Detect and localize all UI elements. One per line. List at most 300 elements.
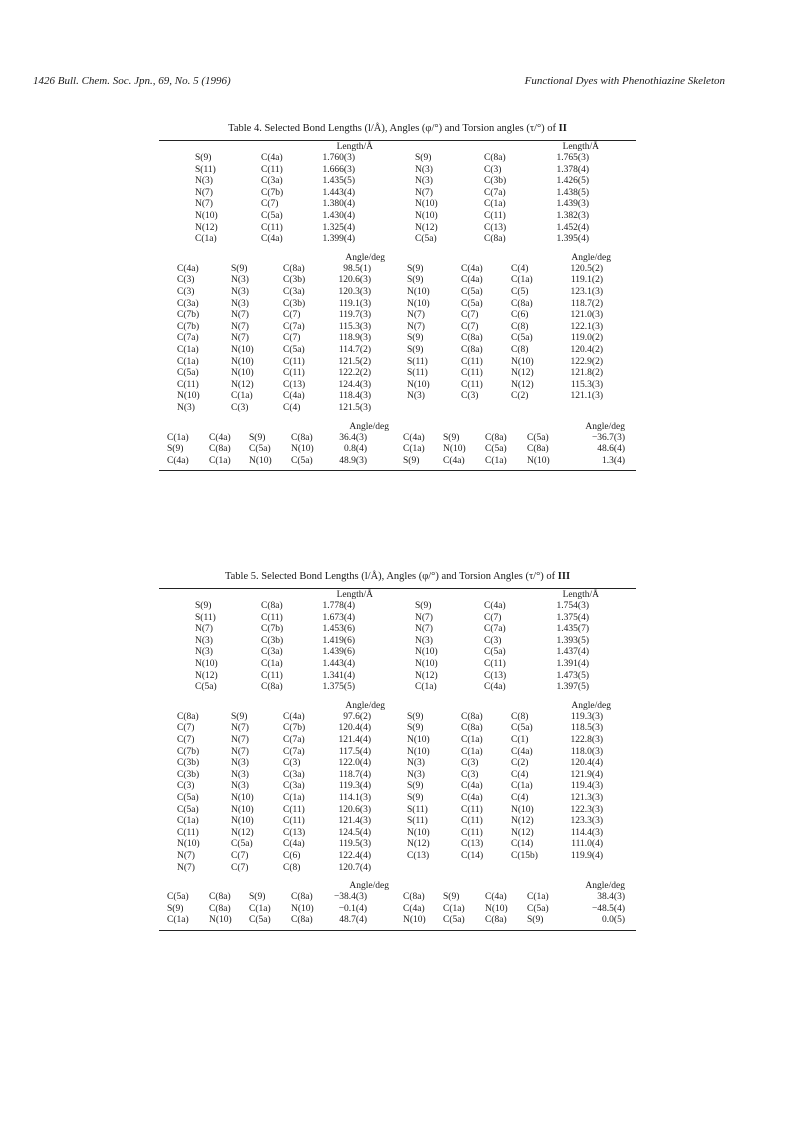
cell: C(3a) — [261, 647, 283, 658]
torsion-header-label: Angle/deg — [349, 421, 389, 432]
cell: C(4a) — [511, 746, 533, 757]
cell: 119.3(3) — [570, 711, 603, 722]
cell: 118.9(3) — [338, 333, 371, 344]
cell: 1.325(4) — [322, 222, 355, 233]
angle-section — [159, 252, 636, 415]
bond-row — [159, 153, 636, 165]
cell: N(7) — [231, 723, 249, 734]
cell: 1.341(4) — [322, 670, 355, 681]
angle-row — [159, 391, 636, 403]
angle-row — [159, 322, 636, 334]
running-header-left: 1426 Bull. Chem. Soc. Jpn., 69, No. 5 (1996) — [33, 75, 231, 87]
cell: N(10) — [407, 379, 430, 390]
cell: C(4a) — [283, 391, 305, 402]
angle-header — [159, 252, 636, 264]
cell: N(10) — [231, 368, 254, 379]
bond-row — [159, 647, 636, 659]
cell: C(3b) — [177, 769, 200, 780]
cell: C(11) — [461, 356, 483, 367]
caption-compound: II — [558, 123, 567, 134]
cell: C(3) — [484, 635, 502, 646]
torsion-row — [159, 892, 636, 904]
cell: C(5a) — [283, 344, 305, 355]
cell: N(7) — [231, 310, 249, 321]
angle-row — [159, 839, 636, 851]
cell: N(10) — [195, 659, 218, 669]
cell: 1.426(5) — [556, 176, 589, 187]
cell: C(8) — [283, 862, 301, 873]
cell: C(5a) — [249, 444, 271, 455]
cell: N(10) — [415, 199, 438, 210]
cell: N(12) — [511, 816, 534, 827]
cell: C(11) — [461, 827, 483, 838]
cell: C(8a) — [261, 682, 283, 693]
cell: C(5a) — [527, 432, 549, 443]
cell: S(9) — [443, 432, 460, 443]
cell: C(8) — [511, 344, 529, 355]
cell: S(9) — [415, 601, 432, 611]
cell: N(3) — [195, 635, 213, 646]
bond-row — [159, 682, 636, 694]
cell: N(12) — [195, 222, 218, 233]
cell: C(6) — [283, 850, 301, 861]
cell: 118.7(2) — [570, 298, 603, 309]
cell: C(3b) — [177, 758, 200, 769]
cell: S(9) — [407, 263, 424, 274]
cell: 1.380(4) — [322, 199, 355, 210]
cell: 1.437(4) — [556, 647, 589, 658]
cell: C(4a) — [461, 263, 483, 274]
cell: 1.430(4) — [322, 211, 355, 221]
cell: N(12) — [415, 222, 438, 233]
torsion-row-group — [159, 433, 636, 468]
angle-row — [159, 368, 636, 380]
cell: C(13) — [283, 827, 306, 838]
cell: C(4) — [511, 263, 529, 274]
cell: 0.8(4) — [344, 444, 367, 455]
cell: C(1a) — [283, 792, 305, 803]
cell: C(5a) — [231, 839, 253, 850]
cell: N(10) — [407, 827, 430, 838]
cell: C(8a) — [291, 915, 313, 926]
torsion-header-label: Angle/deg — [349, 881, 389, 892]
angle-row — [159, 333, 636, 345]
cell: N(12) — [415, 670, 438, 681]
cell: N(7) — [407, 310, 425, 321]
cell: N(10) — [231, 804, 254, 815]
cell: N(10) — [231, 344, 254, 355]
cell: 98.5(1) — [343, 263, 371, 274]
cell: N(10) — [407, 298, 430, 309]
cell: N(3) — [231, 769, 249, 780]
bond-row — [159, 601, 636, 613]
cell: N(12) — [407, 839, 430, 850]
cell: C(8a) — [461, 344, 483, 355]
cell: N(3) — [231, 781, 249, 792]
cell: C(1) — [511, 734, 529, 745]
cell: 119.5(3) — [338, 839, 371, 850]
cell: 120.6(3) — [338, 804, 371, 815]
cell: 120.4(4) — [570, 758, 603, 769]
cell: N(10) — [407, 746, 430, 757]
cell: S(9) — [403, 455, 420, 466]
cell: C(3b) — [261, 635, 284, 646]
angle-row — [159, 345, 636, 357]
bond-length-header-label: Length/Å — [336, 142, 373, 152]
cell: C(4a) — [485, 892, 507, 903]
cell: 48.6(4) — [597, 444, 625, 455]
cell: C(3a) — [177, 298, 199, 309]
cell: C(1a) — [484, 199, 506, 210]
cell: 1.435(5) — [322, 176, 355, 187]
angle-row — [159, 357, 636, 369]
cell: 1.443(4) — [322, 187, 355, 198]
cell: C(4a) — [461, 792, 483, 803]
cell: C(5a) — [167, 892, 189, 903]
angle-row — [159, 287, 636, 299]
angle-row — [159, 275, 636, 287]
cell: N(3) — [195, 176, 213, 187]
cell: C(11) — [461, 816, 483, 827]
angle-row-group — [159, 264, 636, 415]
cell: C(1a) — [461, 734, 483, 745]
cell: N(10) — [231, 356, 254, 367]
cell: 120.4(4) — [338, 723, 371, 734]
cell: C(4) — [283, 402, 301, 413]
cell: N(7) — [231, 746, 249, 757]
cell: C(7b) — [261, 624, 284, 635]
cell: 38.4(3) — [597, 892, 625, 903]
cell: C(5a) — [461, 298, 483, 309]
cell: 120.4(2) — [570, 344, 603, 355]
cell: 1.419(6) — [322, 635, 355, 646]
cell: C(5a) — [527, 903, 549, 914]
cell: N(7) — [231, 333, 249, 344]
cell: N(10) — [443, 444, 466, 455]
cell: C(8a) — [261, 601, 283, 611]
cell: S(9) — [231, 263, 248, 274]
cell: C(7a) — [283, 746, 305, 757]
bond-length-header — [159, 589, 636, 601]
cell: C(4a) — [484, 601, 506, 611]
cell: 1.375(5) — [322, 682, 355, 693]
cell: C(5a) — [461, 286, 483, 297]
angle-row — [159, 758, 636, 770]
bond-row — [159, 671, 636, 683]
cell: 119.0(2) — [570, 333, 603, 344]
cell: C(3) — [461, 391, 479, 402]
torsion-header-label: Angle/deg — [585, 881, 625, 892]
angle-header — [159, 700, 636, 712]
cell: C(8a) — [461, 723, 483, 734]
cell: 1.393(5) — [556, 635, 589, 646]
cell: N(7) — [231, 734, 249, 745]
cell: C(3a) — [283, 286, 305, 297]
torsion-row — [159, 904, 636, 916]
cell: N(10) — [407, 286, 430, 297]
cell: 36.4(3) — [339, 432, 367, 443]
cell: C(3b) — [283, 275, 306, 286]
cell: C(13) — [283, 379, 306, 390]
cell: C(1a) — [177, 344, 199, 355]
cell: C(8a) — [209, 903, 231, 914]
cell: C(7a) — [283, 321, 305, 332]
cell: C(5a) — [261, 211, 283, 221]
cell: 121.4(4) — [338, 734, 371, 745]
cell: 119.1(2) — [570, 275, 603, 286]
bond-row — [159, 234, 636, 246]
cell: 121.9(4) — [570, 769, 603, 780]
angle-row — [159, 851, 636, 863]
cell: C(11) — [261, 164, 283, 175]
cell: 122.3(3) — [570, 804, 603, 815]
cell: 121.5(2) — [338, 356, 371, 367]
bond-row — [159, 211, 636, 223]
bond-row — [159, 636, 636, 648]
angle-row — [159, 828, 636, 840]
cell: 48.9(3) — [339, 455, 367, 466]
cell: 1.439(3) — [556, 199, 589, 210]
cell: C(13) — [484, 670, 507, 681]
cell: C(8a) — [403, 892, 425, 903]
bond-length-header — [159, 141, 636, 153]
cell: C(7) — [177, 723, 195, 734]
bond-row-group — [159, 153, 636, 246]
cell: C(3b) — [484, 176, 507, 187]
cell: N(12) — [195, 670, 218, 681]
cell: C(7) — [177, 734, 195, 745]
cell: C(4a) — [403, 432, 425, 443]
cell: C(1a) — [443, 903, 465, 914]
cell: N(3) — [231, 275, 249, 286]
cell: N(10) — [291, 903, 314, 914]
cell: N(3) — [415, 164, 433, 175]
cell: 124.4(3) — [338, 379, 371, 390]
cell: C(1a) — [511, 781, 533, 792]
cell: C(11) — [177, 827, 199, 838]
cell: N(10) — [407, 734, 430, 745]
cell: C(5a) — [291, 455, 313, 466]
cell: C(3) — [484, 164, 502, 175]
cell: 1.435(7) — [556, 624, 589, 635]
cell: C(7) — [261, 199, 279, 210]
bond-length-header-label: Length/Å — [562, 590, 599, 600]
cell: 122.0(4) — [338, 758, 371, 769]
cell: 1.391(4) — [556, 659, 589, 669]
cell: N(3) — [231, 758, 249, 769]
cell: C(8a) — [291, 892, 313, 903]
cell: C(8a) — [461, 333, 483, 344]
caption-text: Table 5. Selected Bond Lengths (l/Å), Angles (φ/°) and Torsion Angles (τ/°) of — [224, 571, 558, 582]
cell: C(14) — [511, 839, 534, 850]
cell: 121.3(3) — [570, 792, 603, 803]
cell: 121.4(3) — [338, 816, 371, 827]
cell: C(3) — [177, 286, 195, 297]
cell: N(7) — [195, 199, 213, 210]
angle-row — [159, 781, 636, 793]
cell: C(8a) — [209, 444, 231, 455]
cell: S(9) — [249, 892, 266, 903]
cell: C(1a) — [461, 746, 483, 757]
cell: C(11) — [283, 804, 305, 815]
bond-row — [159, 223, 636, 235]
cell: 1.754(3) — [556, 601, 589, 611]
cell: 1.765(3) — [556, 153, 589, 163]
cell: C(7) — [283, 310, 301, 321]
cell: 1.378(4) — [556, 164, 589, 175]
cell: S(11) — [407, 804, 428, 815]
angle-row-group — [159, 712, 636, 874]
cell: 1.382(3) — [556, 211, 589, 221]
cell: −38.4(3) — [333, 892, 367, 903]
bottom-rule — [159, 930, 636, 931]
cell: C(11) — [261, 612, 283, 623]
cell: C(8a) — [484, 153, 506, 163]
cell: 118.4(3) — [338, 391, 371, 402]
cell: C(3a) — [261, 176, 283, 187]
cell: N(7) — [231, 321, 249, 332]
cell: C(5a) — [195, 682, 217, 693]
cell: N(10) — [249, 455, 272, 466]
cell: 97.6(2) — [343, 711, 371, 722]
cell: 123.1(3) — [570, 286, 603, 297]
torsion-header — [159, 880, 636, 892]
cell: S(9) — [527, 915, 544, 926]
cell: S(9) — [415, 153, 432, 163]
angle-row — [159, 770, 636, 782]
torsion-row-group — [159, 892, 636, 927]
cell: S(9) — [407, 781, 424, 792]
cell: 1.452(4) — [556, 222, 589, 233]
angle-row — [159, 299, 636, 311]
cell: C(7) — [283, 333, 301, 344]
cell: S(9) — [231, 711, 248, 722]
cell: C(8a) — [527, 444, 549, 455]
cell: C(1a) — [403, 444, 425, 455]
torsion-header — [159, 421, 636, 433]
cell: 121.8(2) — [570, 368, 603, 379]
angle-header-label: Angle/deg — [345, 700, 385, 711]
cell: C(7a) — [484, 624, 506, 635]
cell: C(5a) — [177, 804, 199, 815]
cell: N(10) — [209, 915, 232, 926]
cell: 123.3(3) — [570, 816, 603, 827]
cell: C(4a) — [283, 711, 305, 722]
cell: N(10) — [511, 804, 534, 815]
cell: 1.673(4) — [322, 612, 355, 623]
cell: C(7) — [484, 612, 502, 623]
cell: S(9) — [195, 601, 212, 611]
cell: 122.4(4) — [338, 850, 371, 861]
cell: N(10) — [177, 391, 200, 402]
cell: N(3) — [407, 758, 425, 769]
cell: C(13) — [484, 222, 507, 233]
cell: C(3) — [283, 758, 301, 769]
cell: S(9) — [407, 275, 424, 286]
cell: 119.4(3) — [570, 781, 603, 792]
cell: C(7a) — [484, 187, 506, 198]
table-5 — [159, 571, 636, 931]
cell: 1.778(4) — [322, 601, 355, 611]
cell: 115.3(3) — [570, 379, 603, 390]
cell: C(4a) — [177, 263, 199, 274]
cell: C(3a) — [283, 769, 305, 780]
cell: N(3) — [415, 635, 433, 646]
cell: C(3a) — [283, 781, 305, 792]
cell: S(11) — [407, 356, 428, 367]
cell: 119.3(4) — [338, 781, 371, 792]
cell: C(4) — [511, 769, 529, 780]
cell: C(11) — [283, 816, 305, 827]
cell: 1.399(4) — [322, 234, 355, 245]
cell: 122.1(3) — [570, 321, 603, 332]
cell: 121.5(3) — [338, 402, 371, 413]
cell: 114.4(3) — [570, 827, 603, 838]
cell: 114.1(3) — [338, 792, 371, 803]
cell: −36.7(3) — [591, 432, 625, 443]
cell: N(10) — [511, 356, 534, 367]
cell: C(7b) — [283, 723, 306, 734]
cell: N(7) — [177, 862, 195, 873]
cell: N(10) — [527, 455, 550, 466]
cell: C(11) — [484, 211, 506, 221]
cell: 118.0(3) — [570, 746, 603, 757]
cell: C(4a) — [403, 903, 425, 914]
cell: S(9) — [407, 711, 424, 722]
bond-row — [159, 613, 636, 625]
angle-row — [159, 735, 636, 747]
cell: 117.5(4) — [338, 746, 371, 757]
cell: N(7) — [195, 187, 213, 198]
cell: 1.760(3) — [322, 153, 355, 163]
torsion-row — [159, 444, 636, 456]
cell: 119.1(3) — [338, 298, 371, 309]
cell: C(5a) — [511, 333, 533, 344]
cell: C(13) — [407, 850, 430, 861]
cell: C(4a) — [167, 455, 189, 466]
angle-row — [159, 747, 636, 759]
cell: N(3) — [231, 286, 249, 297]
bond-row — [159, 199, 636, 211]
cell: N(7) — [415, 612, 433, 623]
cell: N(7) — [407, 321, 425, 332]
cell: N(12) — [511, 368, 534, 379]
cell: S(9) — [443, 892, 460, 903]
cell: N(10) — [403, 915, 426, 926]
cell: C(11) — [461, 368, 483, 379]
cell: C(5a) — [484, 647, 506, 658]
cell: N(10) — [195, 211, 218, 221]
cell: S(9) — [249, 432, 266, 443]
angle-section — [159, 700, 636, 874]
cell: C(8a) — [485, 432, 507, 443]
cell: 121.1(3) — [570, 391, 603, 402]
bond-row — [159, 176, 636, 188]
cell: N(10) — [231, 792, 254, 803]
cell: S(9) — [407, 333, 424, 344]
cell: C(1a) — [511, 275, 533, 286]
cell: 122.2(2) — [338, 368, 371, 379]
cell: C(8a) — [511, 298, 533, 309]
cell: 122.9(2) — [570, 356, 603, 367]
cell: C(4a) — [443, 455, 465, 466]
cell: C(5a) — [415, 234, 437, 245]
cell: 1.3(4) — [602, 455, 625, 466]
cell: C(11) — [261, 670, 283, 681]
cell: 1.397(5) — [556, 682, 589, 693]
cell: N(12) — [511, 379, 534, 390]
cell: 121.0(3) — [570, 310, 603, 321]
